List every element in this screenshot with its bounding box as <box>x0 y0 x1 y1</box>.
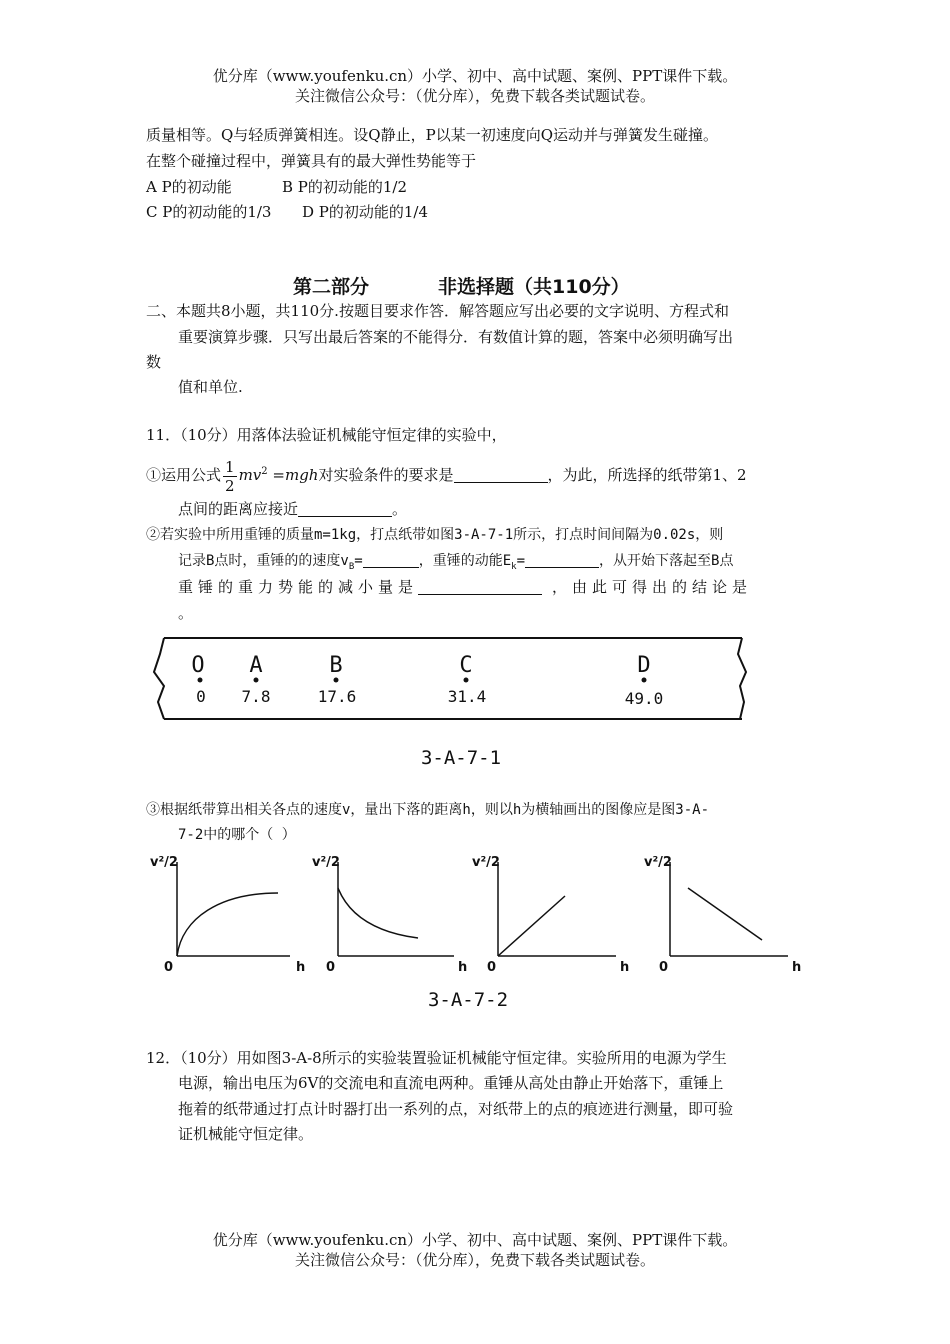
graph4-ylabel: v²/2 <box>644 855 672 870</box>
graph-option-3 <box>472 855 629 975</box>
q11-p2-line3-a: 重锤的重力势能的减小量是 <box>178 578 419 596</box>
q11-part3-line-1: ③根据纸带算出相关各点的速度v，量出下落的距离h，则以h为横轴画出的图像应是图3-A- <box>146 802 709 818</box>
q11-part2-line-4: 。 <box>178 604 194 622</box>
answer-blank-distance[interactable] <box>298 500 392 517</box>
page-footer <box>0 1230 950 1270</box>
part2-instr-4: 值和单位. <box>178 378 243 396</box>
graph-option-4 <box>644 855 801 975</box>
graph2-origin: 0 <box>326 960 336 975</box>
q10-option-d: D P的初动能的1/4 <box>302 203 429 221</box>
q11-part1-line-1 <box>146 452 747 495</box>
footer-line-1: 优分库（www.youfenku.cn）小学、初中、高中试题、案例、PPT课件下载。 <box>212 1231 738 1249</box>
tape-value-c: 31.4 <box>447 687 487 706</box>
graph2-xlabel: h <box>458 960 468 975</box>
answer-blank-vb[interactable] <box>363 551 419 568</box>
q11-part2-line-1: ②若实验中所用重锤的质量m=1kg，打点纸带如图3-A-7-1所示，打点时间间隔为0.02s，则 <box>146 527 724 543</box>
graph1-ylabel: v²/2 <box>150 855 178 870</box>
tape-points <box>191 653 663 708</box>
q12-line-4: 证机械能守恒定律。 <box>178 1125 314 1143</box>
q10-option-b: B P的初动能的1/2 <box>282 178 408 196</box>
graph-option-1 <box>150 855 305 975</box>
graph3-line <box>498 896 565 956</box>
tape-value-o: 0 <box>196 687 206 706</box>
tape-point-c <box>448 653 487 706</box>
part2-instr-2: 重要演算步骤．只写出最后答案的不能得分．有数值计算的题，答案中必须明确写出 <box>178 328 734 346</box>
graph4-origin: 0 <box>659 960 669 975</box>
tape-label-a: A <box>249 653 263 678</box>
part2-instr-3: 数 <box>146 353 162 371</box>
graph1-xlabel: h <box>296 960 306 975</box>
part2-title: 第二部分 <box>293 276 370 298</box>
graph-option-2 <box>312 855 467 975</box>
header-line-1: 优分库（www.youfenku.cn）小学、初中、高中试题、案例、PPT课件下载。 <box>212 67 738 85</box>
formula-mgh: mgh <box>284 466 319 484</box>
q11-p2-sub-b: B <box>348 561 355 572</box>
q12-line-2: 电源，输出电压为6V的交流电和直流电两种。重锤从高处由静止开始落下，重锤上 <box>178 1074 724 1092</box>
tape-dot-a <box>254 678 259 683</box>
tape-dot-d <box>642 678 647 683</box>
q12-line-1: 12．（10分）用如图3-A-8所示的实验装置验证机械能守恒定律。实验所用的电源为学生 <box>146 1049 727 1067</box>
q11-part1-line-2 <box>178 497 407 521</box>
tape-point-b <box>318 653 357 706</box>
q11-p2-sub-k: k <box>511 561 517 572</box>
answer-blank-condition[interactable] <box>454 466 548 483</box>
graph3-ylabel: v²/2 <box>472 855 500 870</box>
graph2-ylabel: v²/2 <box>312 855 340 870</box>
paper-tape-figure <box>150 632 760 782</box>
tape-caption: 3-A-7-1 <box>420 747 502 769</box>
q11-p1-prefix: ①运用公式 <box>146 466 222 484</box>
q11-p1-mid: 对实验条件的要求是 <box>318 466 454 484</box>
tape-dot-o <box>198 678 203 683</box>
q11-part2-line-3 <box>178 575 806 599</box>
tape-point-o <box>191 653 205 706</box>
tape-value-a: 7.8 <box>241 687 271 706</box>
answer-blank-ek[interactable] <box>525 551 599 568</box>
tape-dot-b <box>334 678 339 683</box>
formula-fraction <box>223 458 237 495</box>
graph3-xlabel: h <box>620 960 630 975</box>
tape-dot-c <box>464 678 469 683</box>
graph1-origin: 0 <box>164 960 174 975</box>
fraction-denominator: 2 <box>225 476 235 495</box>
q11-stem: 11．（10分）用落体法验证机械能守恒定律的实验中， <box>146 426 507 444</box>
formula-equals: = <box>267 466 285 484</box>
q11-p1-line2-text: 点间的距离应接近 <box>178 500 299 518</box>
footer-line-2: 关注微信公众号：（优分库），免费下载各类试题试卷。 <box>294 1251 655 1269</box>
formula-mv: mv <box>238 466 262 484</box>
graph4-xlabel: h <box>792 960 802 975</box>
q10-option-a: A P的初动能 <box>146 178 232 196</box>
formula-superscript: 2 <box>261 466 268 477</box>
tape-point-d <box>625 653 664 708</box>
tape-label-c: C <box>459 653 473 678</box>
q11-p2-eq-2: = <box>516 553 526 569</box>
graphs-figure <box>150 848 810 1018</box>
tape-value-d: 49.0 <box>624 689 664 708</box>
graph4-line <box>688 888 762 940</box>
q11-p2-ek-label: ，重锤的动能E <box>418 553 512 569</box>
q11-p2-line3-b: ，由此可得出的结论是 <box>552 578 753 596</box>
graph1-curve <box>177 893 278 956</box>
q11-p2-vb-label: 记录B点时，重锤的的速度v <box>178 553 349 569</box>
tape-value-b: 17.6 <box>317 687 357 706</box>
q10-option-c: C P的初动能的1/3 <box>146 203 272 221</box>
tape-label-o: O <box>191 653 205 678</box>
page-header <box>0 66 950 106</box>
tape-label-d: D <box>637 653 651 678</box>
q10-line-2: 在整个碰撞过程中，弹簧具有的最大弹性势能等于 <box>146 152 477 170</box>
header-line-2: 关注微信公众号：（优分库），免费下载各类试题试卷。 <box>294 87 655 105</box>
q11-part3-line-2: 7-2中的哪个（ ） <box>178 827 296 843</box>
q11-p2-line2-end: ，从开始下落起至B点 <box>599 553 734 569</box>
q11-p2-eq-1: = <box>354 553 363 569</box>
q10-line-1: 质量相等。Q与轻质弹簧相连。设Q静止，P以某一初速度向Q运动并与弹簧发生碰撞。 <box>146 126 718 144</box>
q11-p1-end: 。 <box>392 500 408 518</box>
q11-p1-after: ，为此，所选择的纸带第1、2 <box>547 466 747 484</box>
answer-blank-potential-energy[interactable] <box>418 578 542 595</box>
q12-line-3: 拖着的纸带通过打点计时器打出一系列的点，对纸带上的点的痕迹进行测量，即可验 <box>178 1100 734 1118</box>
part2-subtitle: 非选择题（共110分） <box>438 276 630 298</box>
tape-point-a <box>242 653 271 706</box>
graph3-origin: 0 <box>487 960 497 975</box>
part2-instr-1: 二、本题共8小题，共110分.按题目要求作答．解答题应写出必要的文字说明、方程式和 <box>146 302 729 320</box>
tape-label-b: B <box>329 653 343 678</box>
graphs-caption: 3-A-7-2 <box>427 989 509 1011</box>
graph2-curve <box>338 888 418 938</box>
fraction-numerator: 1 <box>225 457 235 476</box>
